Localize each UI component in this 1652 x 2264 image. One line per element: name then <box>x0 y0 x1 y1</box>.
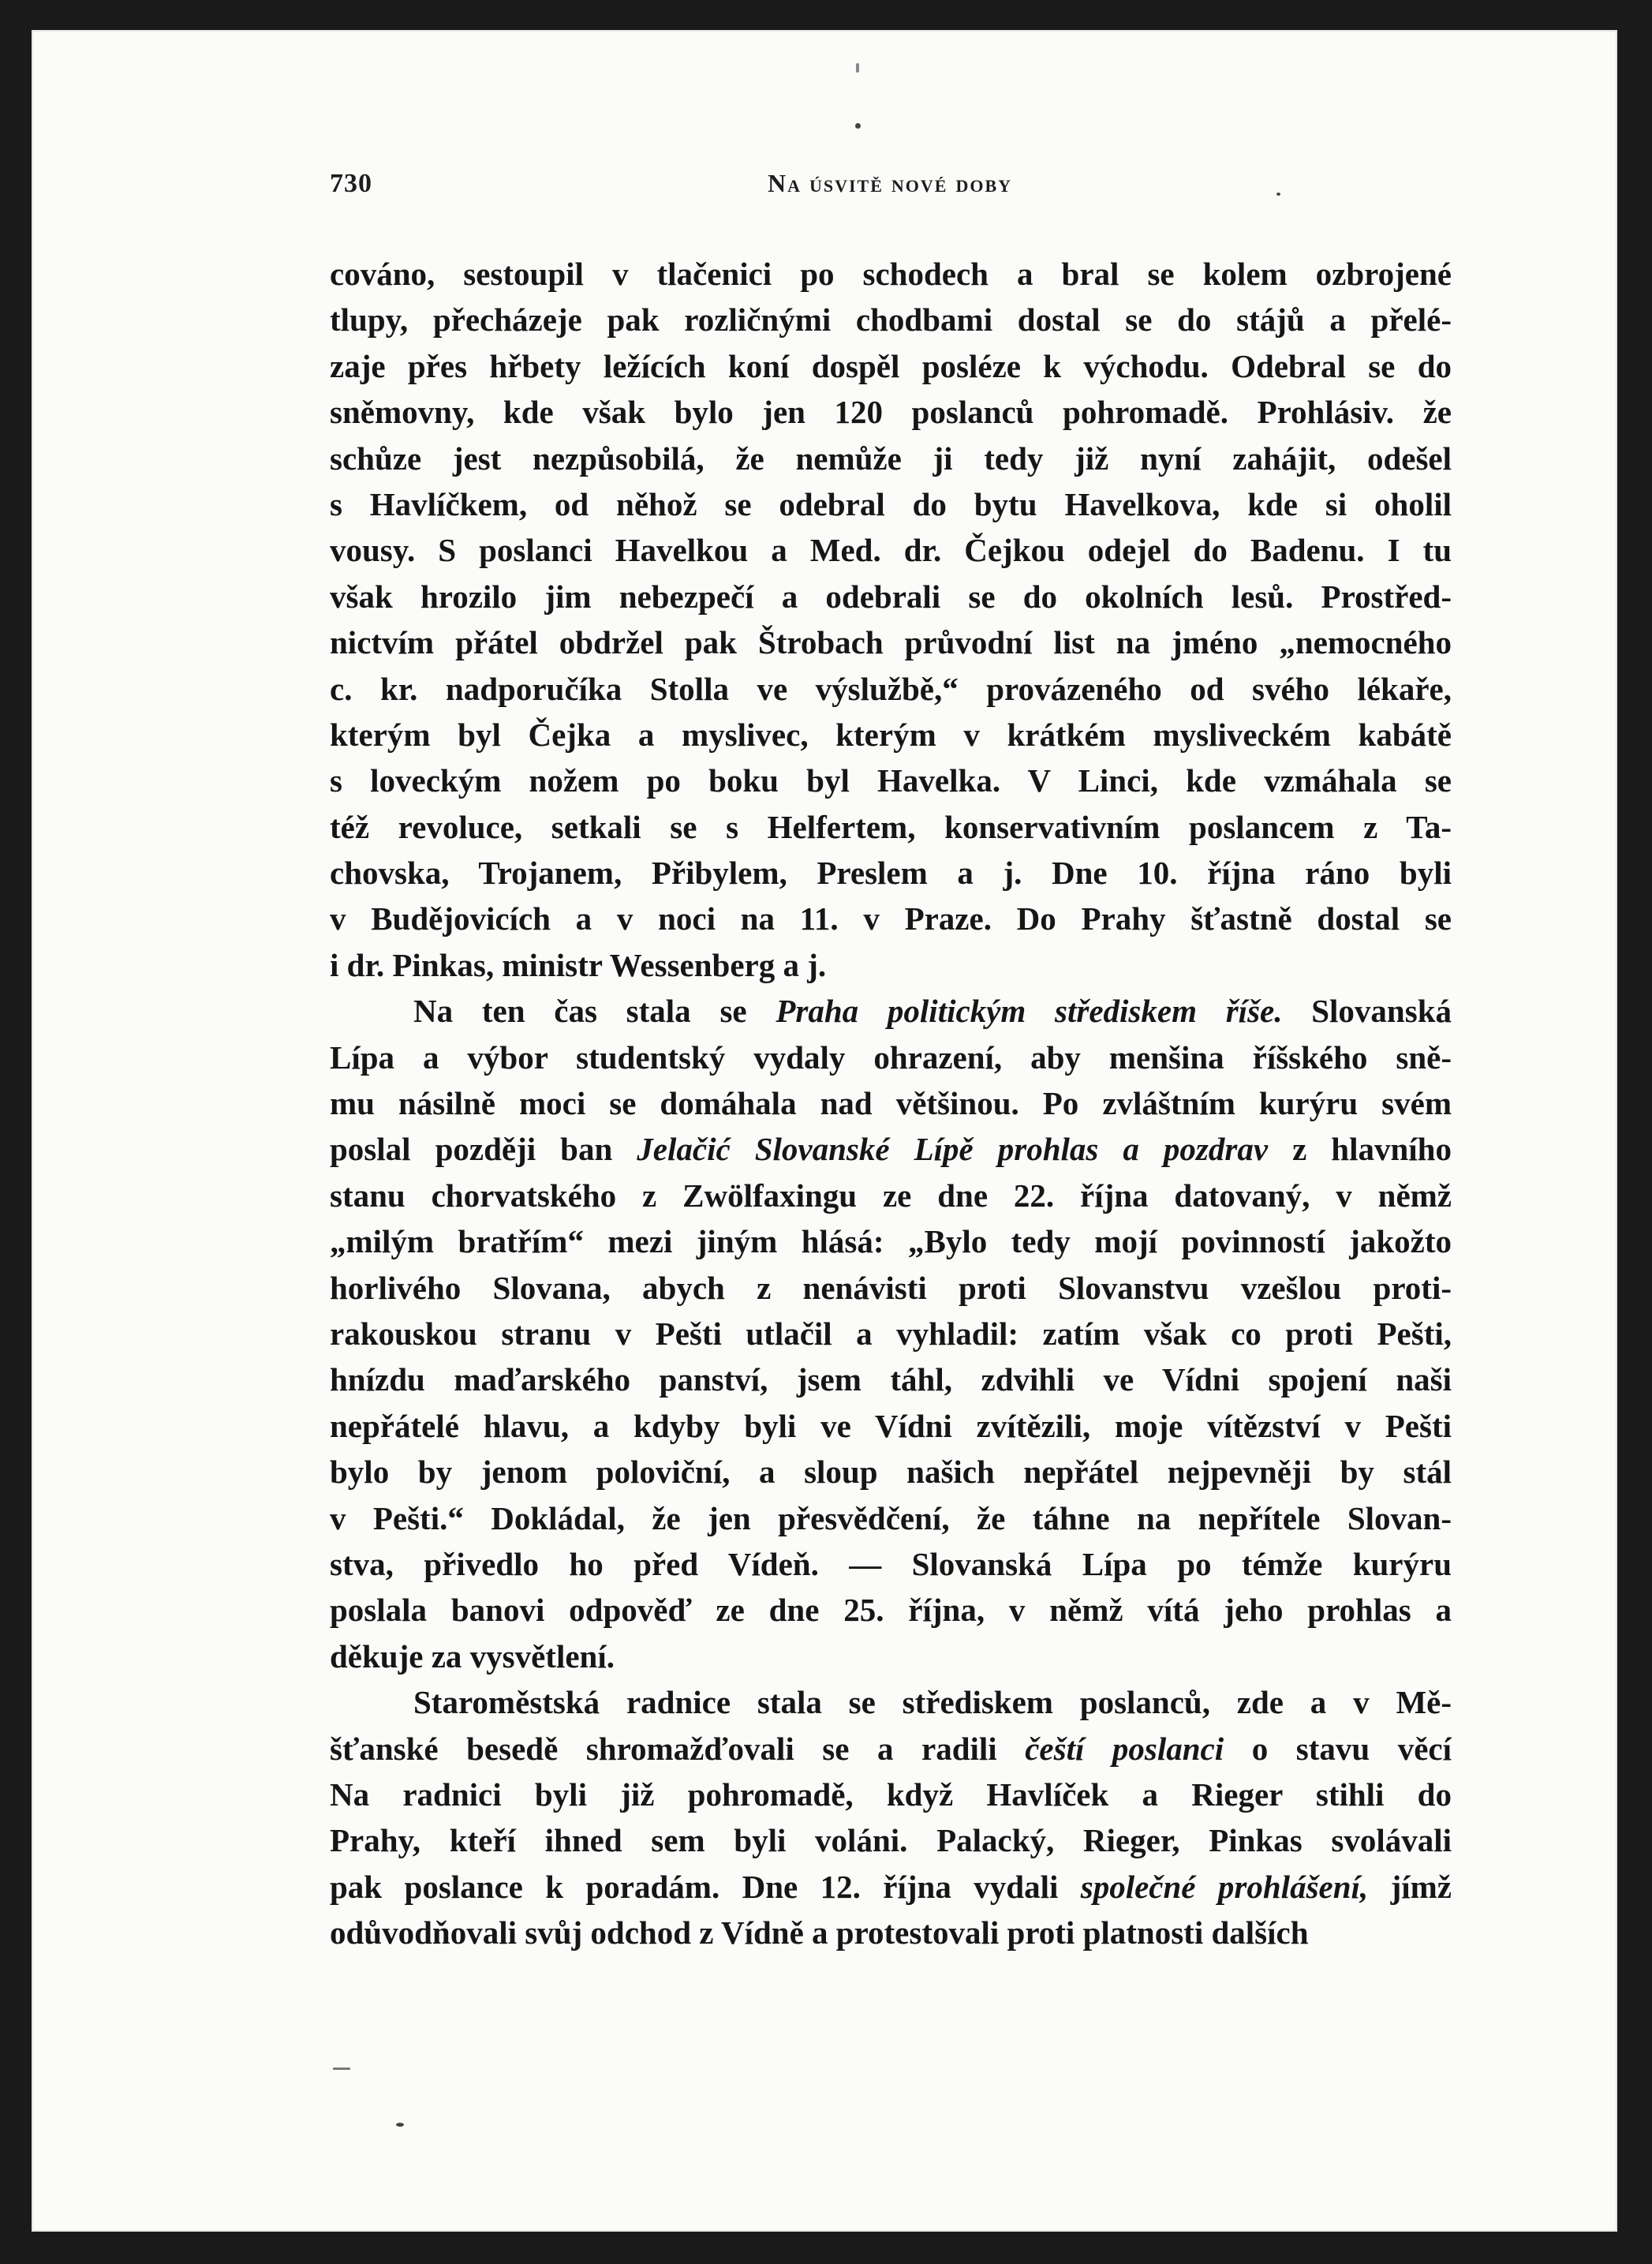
text-line: schůze jest nezpůsobilá, že nemůže ji tedy již nyní zahájit, odešel <box>330 440 1452 477</box>
body-text <box>330 251 1452 1955</box>
text-line: s Havlíčkem, od něhož se odebral do bytu Havelkova, kde si oholil <box>330 485 1452 522</box>
text-line: chovska, Trojanem, Přibylem, Preslem a j. Dne 10. října ráno byli <box>330 855 1452 892</box>
paragraph <box>330 251 1452 988</box>
text-line: c. kr. nadporučíka Stolla ve výslužbě,“ provázeného od svého lékaře, <box>330 670 1452 707</box>
text-line: v Pešti.“ Dokládal, že jen přesvědčení, že táhne na nepřítele Slovan- <box>330 1499 1452 1536</box>
text-line: Lípa a výbor studentský vydaly ohrazení, aby menšina říšského sně- <box>330 1038 1452 1076</box>
text-line: i dr. Pinkas, ministr Wessenberg a j. <box>330 946 827 983</box>
text-line: též revoluce, setkali se s Helfertem, konservativním poslancem z Ta- <box>330 808 1452 845</box>
page-number: 730 <box>330 169 372 198</box>
text-line: Na ten čas stala se Praha politickým střediskem říše. Slovanská <box>413 993 1452 1030</box>
text-line: horlivého Slovana, abych z nenávisti proti Slovanstvu vzešlou proti- <box>330 1269 1452 1306</box>
text-line: Staroměstská radnice stala se střediskem poslanců, zde a v Mě- <box>413 1684 1452 1721</box>
text-line: děkuje za vysvětlení. <box>330 1637 615 1675</box>
text-line: vousy. S poslanci Havelkou a Med. dr. Čejkou odejel do Badenu. I tu <box>330 532 1452 569</box>
text-line: odůvodňovali svůj odchod z Vídně a protestovali proti platnosti dalších <box>330 1914 1309 1952</box>
text-line: šťanské besedě shromažďovali se a radili čeští poslanci o stavu věcí <box>330 1730 1452 1767</box>
text-line: Na radnici byli již pohromadě, když Havlíček a Rieger stihli do <box>330 1776 1452 1813</box>
paragraph <box>330 1679 1452 1955</box>
text-line: hnízdu maďarského panství, jsem táhl, zdvihli ve Vídni spojení naši <box>330 1361 1452 1398</box>
text-line: Prahy, kteří ihned sem byli voláni. Palacký, Rieger, Pinkas svolávali <box>330 1822 1452 1859</box>
text-line: bylo by jenom poloviční, a sloup našich nepřátel nejpevněji by stál <box>330 1454 1452 1491</box>
text-line: poslala banovi odpověď ze dne 25. října, v němž vítá jeho prohlas a <box>330 1592 1452 1629</box>
print-speck <box>856 63 859 73</box>
print-speck <box>396 2123 404 2127</box>
text-line: cováno, sestoupil v tlačenici po schodech a bral se kolem ozbrojené <box>330 256 1452 292</box>
text-line: „milým bratřím“ mezi jiným hlásá: „Bylo tedy mojí povinností jakožto <box>330 1223 1452 1260</box>
print-speck <box>855 123 861 129</box>
running-head <box>330 169 1450 208</box>
text-line: sněmovny, kde však bylo jen 120 poslanců pohromadě. Prohlásiv. že <box>330 394 1452 431</box>
paragraph <box>330 988 1452 1679</box>
text-line: v Budějovicích a v noci na 11. v Praze. Do Prahy šťastně dostal se <box>330 900 1452 937</box>
text-line: však hrozilo jim nebezpečí a odebrali se do okolních lesů. Prostřed- <box>330 578 1452 615</box>
text-line: stanu chorvatského z Zwölfaxingu ze dne 22. října datovaný, v němž <box>330 1177 1452 1214</box>
text-line: s loveckým nožem po boku byl Havelka. V Linci, kde vzmáhala se <box>330 762 1452 799</box>
running-title: Na úsvitě nové doby <box>767 169 1013 197</box>
text-line: kterým byl Čejka a myslivec, kterým v krátkém mysliveckém kabátě <box>330 716 1452 753</box>
italic-emphasis: čeští poslanci <box>1025 1730 1224 1767</box>
text-line: mu násilně moci se domáhala nad většinou. Po zvláštním kurýru svém <box>330 1085 1452 1122</box>
text-line: nictvím přátel obdržel pak Štrobach průvodní list na jméno „nemocného <box>330 624 1452 661</box>
text-line: pak poslance k poradám. Dne 12. října vydali společné prohlášení, jímž <box>330 1868 1452 1905</box>
print-speck <box>333 2068 350 2070</box>
text-line: poslal později ban Jelačić Slovanské Lípě prohlas a pozdrav z hlavního <box>330 1131 1452 1168</box>
text-line: stva, přivedlo ho před Vídeň. — Slovanská Lípa po témže kurýru <box>330 1545 1452 1582</box>
text-line: rakouskou stranu v Pešti utlačil a vyhladil: zatím však co proti Pešti, <box>330 1315 1452 1352</box>
text-line: tlupy, přecházeje pak rozličnými chodbami dostal se do stájů a přelé- <box>330 301 1452 339</box>
italic-emphasis: Jelačić Slovanské Lípě prohlas a pozdrav <box>637 1131 1269 1168</box>
text-line: zaje přes hřbety ležících koní dospěl posléze k východu. Odebral se do <box>330 347 1452 384</box>
italic-emphasis: Praha politickým střediskem říše. <box>776 993 1283 1030</box>
italic-emphasis: společné prohlášení, <box>1080 1868 1369 1905</box>
text-line: nepřátelé hlavu, a kdyby byli ve Vídni zvítězili, moje vítězství v Pešti <box>330 1407 1452 1444</box>
